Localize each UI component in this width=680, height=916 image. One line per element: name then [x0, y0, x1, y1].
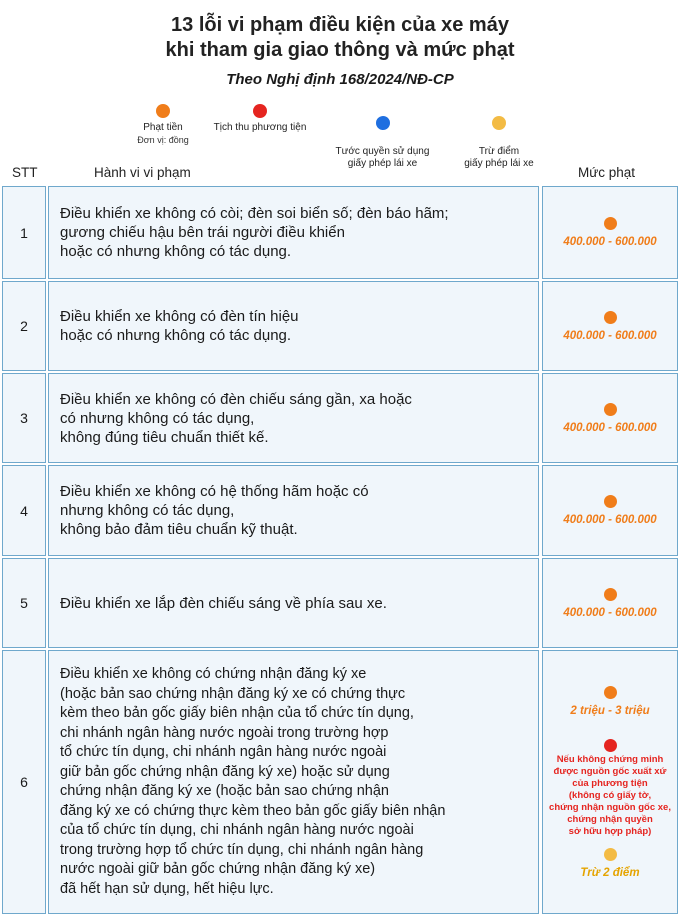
- legend-label: Phạt tiền: [143, 122, 183, 133]
- row-violation: [48, 373, 539, 463]
- orange-dot-icon: [156, 104, 170, 118]
- violation-text: Điều khiển xe không có đèn chiếu sáng gần, xa hoặc có nhưng không có tác dụng, không đúng tiêu chuẩn thiết kế.: [60, 390, 412, 446]
- orange-dot-icon: [604, 495, 617, 508]
- blue-dot-icon: [376, 116, 390, 130]
- row-violation: [48, 281, 539, 371]
- row-penalty: [542, 281, 678, 371]
- table-row: [2, 650, 678, 914]
- red-dot-icon: [253, 104, 267, 118]
- fine-amount: 400.000 - 600.000: [563, 514, 657, 526]
- fine-amount: 400.000 - 600.000: [563, 421, 657, 434]
- row-violation: [48, 186, 539, 279]
- row-violation: [48, 465, 539, 556]
- yellow-dot-icon: [492, 116, 506, 130]
- table-row: [2, 186, 678, 279]
- table-row: [2, 558, 678, 648]
- orange-dot-icon: [604, 588, 617, 601]
- fine-amount: 400.000 - 600.000: [563, 236, 657, 248]
- legend-label: Tước quyền sử dụng giấy phép lái xe: [335, 146, 430, 169]
- row-number: 1: [2, 186, 46, 279]
- orange-dot-icon: [604, 403, 617, 416]
- row-number: 2: [2, 281, 46, 371]
- row-violation: [48, 558, 539, 648]
- legend-label: Tịch thu phương tiện: [213, 122, 307, 133]
- row-penalty: [542, 373, 678, 463]
- orange-dot-icon: [604, 217, 617, 230]
- table-row: [2, 465, 678, 556]
- row-number: 3: [2, 373, 46, 463]
- row-number: 4: [2, 465, 46, 556]
- seizure-note: Nếu không chứng minh được nguồn gốc xuất xứ của phương tiện (không có giấy tờ, chứng nhận nguồn gốc xe, chứng nhận quyền sở hữu hợp pháp): [549, 753, 671, 837]
- legend-sub-label: Đơn vị: đồng: [137, 135, 189, 145]
- row-penalty: [542, 465, 678, 556]
- legend: [0, 104, 680, 169]
- violation-text: Điều khiển xe không có hệ thống hãm hoặc có nhưng không có tác dụng, không bảo đảm tiêu chuẩn kỹ thuật.: [60, 483, 369, 538]
- page-title-line-1: 13 lỗi vi phạm điều kiện của xe máy: [171, 14, 509, 36]
- fine-amount: 400.000 - 600.000: [563, 606, 657, 619]
- legend-item-deduct: [452, 104, 546, 182]
- violation-text: Điều khiển xe lắp đèn chiếu sáng về phía sau xe.: [60, 594, 387, 612]
- fine-amount: 400.000 - 600.000: [563, 329, 657, 342]
- table-row: [2, 281, 678, 371]
- row-penalty: [542, 186, 678, 279]
- legend-label: Trừ điểm giấy phép lái xe: [464, 146, 534, 169]
- header-violation: Hành vi vi phạm: [94, 165, 191, 180]
- header-stt: STT: [12, 165, 38, 180]
- legend-item-fine: [128, 104, 198, 146]
- row-penalty: [542, 650, 678, 914]
- row-penalty: [542, 558, 678, 648]
- violation-text: Điều khiển xe không có đèn tín hiệu hoặc có nhưng không có tác dụng.: [60, 308, 299, 344]
- page-title-line-2: khi tham gia giao thông và mức phạt: [165, 39, 515, 61]
- orange-dot-icon: [604, 311, 617, 324]
- orange-dot-icon: [604, 686, 617, 699]
- row-number: 6: [2, 650, 46, 914]
- row-violation: [48, 650, 539, 914]
- header-penalty: Mức phạt: [578, 165, 636, 180]
- violation-text: Điều khiển xe không có chứng nhận đăng ký xe (hoặc bản sao chứng nhận đăng ký xe có chứng thực kèm theo bản gốc giấy biên nhận của tổ chức tín dụng, chi nhánh ngân hàng nước ngoài trong trường hợp tổ chức tín dụng, chi nhánh ngân hàng nước ngoài giữ bản gốc chứng nhận đăng ký xe) hoặc sử dụng chứng nhận đăng ký xe (hoặc bản sao chứng nhận đăng ký xe có chứng thực kèm theo bản gốc giấy biên nhận của tổ chức tín dụng, chi nhánh ngân hàng nước ngoài trong trường hợp tổ chức tín dụng, chi nhánh ngân hàng nước ngoài giữ bản gốc chứng nhận đăng ký xe) đã hết hạn sử dụng, hết hiệu lực.: [60, 666, 446, 897]
- legend-item-revoke: [325, 104, 440, 182]
- red-dot-icon: [604, 739, 617, 752]
- row-number: 5: [2, 558, 46, 648]
- table-row: [2, 373, 678, 463]
- legend-item-seize: [200, 104, 320, 134]
- point-deduction: Trừ 2 điểm: [580, 866, 640, 879]
- page-subtitle: Theo Nghị định 168/2024/NĐ-CP: [226, 71, 454, 88]
- violation-text: Điều khiển xe không có còi; đèn soi biển số; đèn báo hãm; gương chiếu hậu bên trái người điều khiển hoặc có nhưng không có tác dụng.: [60, 205, 449, 260]
- fine-amount: 2 triệu - 3 triệu: [570, 704, 650, 717]
- yellow-dot-icon: [604, 848, 617, 861]
